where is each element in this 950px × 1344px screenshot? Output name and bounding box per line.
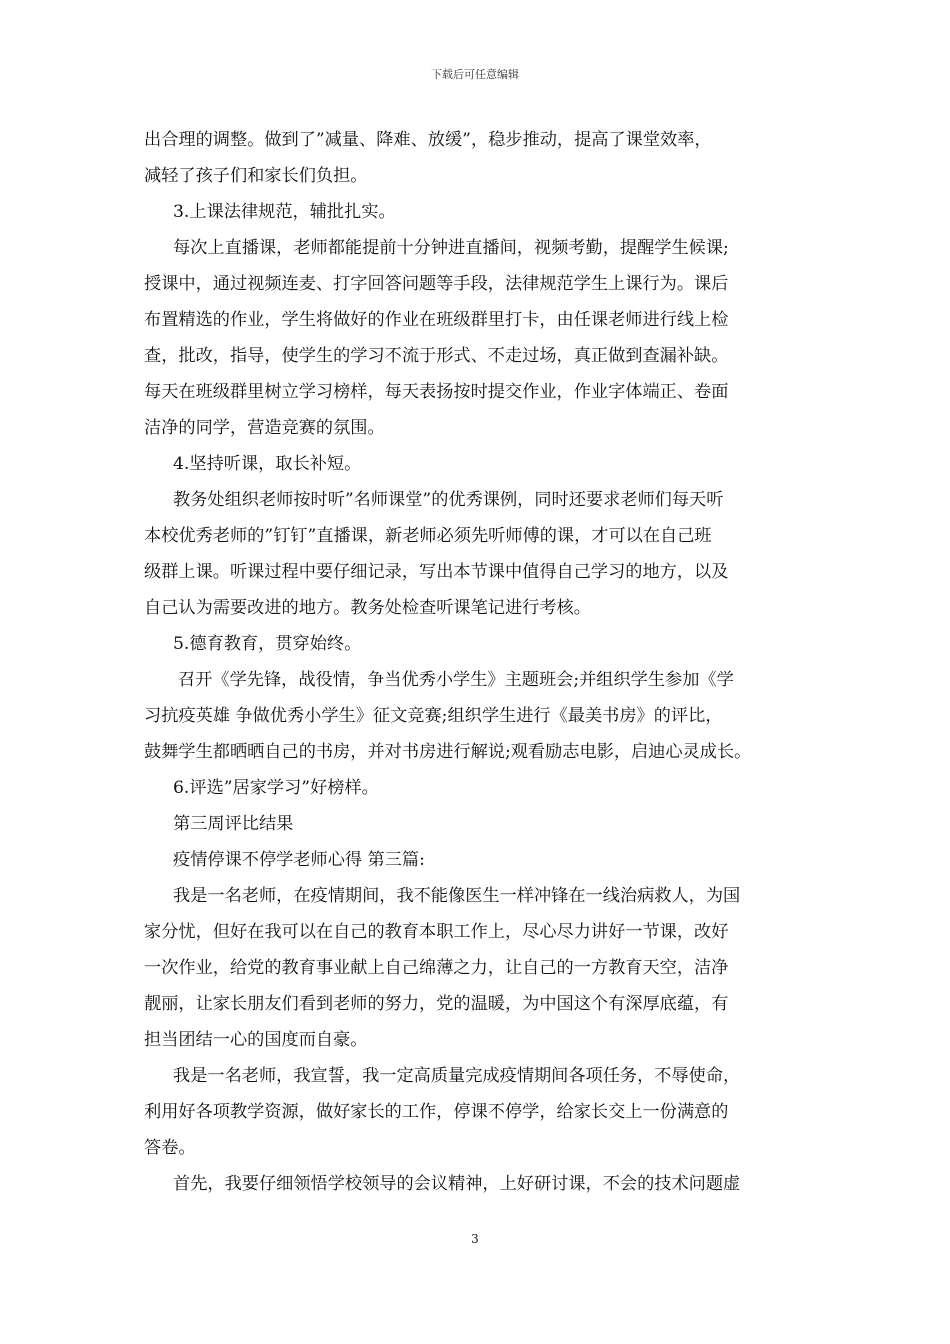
text-line: 3.上课法律规范，辅批扎实。 bbox=[173, 202, 396, 222]
text-line: 担当团结一心的国度而自豪。 bbox=[144, 1030, 368, 1050]
text-line: 家分忧，但好在我可以在自己的教育本职工作上，尽心尽力讲好一节课，改好 bbox=[144, 922, 729, 942]
text-line: 教务处组织老师按时听”名师课堂”的优秀课例，同时还要求老师们每天听 bbox=[173, 490, 724, 510]
text-line: 习抗疫英雄 争做优秀小学生》征文竞赛;组织学生进行《最美书房》的评比， bbox=[144, 706, 723, 726]
text-line: 每次上直播课，老师都能提前十分钟进直播间，视频考勤，提醒学生候课; bbox=[173, 238, 729, 258]
text-line: 疫情停课不停学老师心得 第三篇: bbox=[173, 850, 425, 870]
text-line: 利用好各项教学资源，做好家长的工作，停课不停学，给家长交上一份满意的 bbox=[144, 1102, 729, 1122]
document-body bbox=[144, 122, 816, 1202]
text-line: 自己认为需要改进的地方。教务处检查听课笔记进行考核。 bbox=[144, 598, 591, 618]
text-line: 一次作业，给党的教育事业献上自己绵薄之力，让自己的一方教育天空，洁净 bbox=[144, 958, 729, 978]
text-line: 级群上课。听课过程中要仔细记录，写出本节课中值得自己学习的地方，以及 bbox=[144, 562, 729, 582]
page-number: 3 bbox=[471, 1232, 479, 1246]
text-line: 靓丽，让家长朋友们看到老师的努力，党的温暖，为中国这个有深厚底蕴，有 bbox=[144, 994, 729, 1014]
text-line: 6.评选”居家学习”好榜样。 bbox=[173, 778, 379, 798]
text-line: 本校优秀老师的”钉钉”直播课，新老师必须先听师傅的课，才可以在自己班 bbox=[144, 526, 712, 546]
text-line: 4.坚持听课，取长补短。 bbox=[173, 454, 362, 474]
text-line: 查，批改，指导，使学生的学习不流于形式、不走过场，真正做到查漏补缺。 bbox=[144, 346, 729, 366]
text-line: 5.德育教育，贯穿始终。 bbox=[173, 634, 362, 654]
text-line: 我是一名老师，我宣誓，我一定高质量完成疫情期间各项任务，不辱使命， bbox=[173, 1066, 741, 1086]
text-line: 答卷。 bbox=[144, 1138, 196, 1158]
page-header: 下载后可任意编辑 bbox=[431, 68, 519, 81]
text-line: 减轻了孩子们和家长们负担。 bbox=[144, 166, 368, 186]
text-line: 布置精选的作业，学生将做好的作业在班级群里打卡，由任课老师进行线上检 bbox=[144, 310, 729, 330]
text-line: 洁净的同学，营造竞赛的氛围。 bbox=[144, 418, 385, 438]
text-line: 每天在班级群里树立学习榜样，每天表扬按时提交作业，作业字体端正、卷面 bbox=[144, 382, 729, 402]
text-line: 我是一名老师，在疫情期间，我不能像医生一样冲锋在一线治病救人，为国 bbox=[173, 886, 741, 906]
text-line: 出合理的调整。做到了”减量、降难、放缓”，稳步推动，提高了课堂效率， bbox=[144, 130, 712, 150]
text-line: 召开《学先锋，战役情，争当优秀小学生》主题班会;并组织学生参加《学 bbox=[178, 670, 734, 690]
text-line: 授课中，通过视频连麦、打字回答问题等手段，法律规范学生上课行为。课后 bbox=[144, 274, 729, 294]
text-line: 第三周评比结果 bbox=[173, 814, 294, 834]
text-line: 鼓舞学生都晒晒自己的书房，并对书房进行解说;观看励志电影，启迪心灵成长。 bbox=[144, 742, 752, 762]
text-line: 首先，我要仔细领悟学校领导的会议精神，上好研讨课，不会的技术问题虚 bbox=[173, 1174, 741, 1194]
